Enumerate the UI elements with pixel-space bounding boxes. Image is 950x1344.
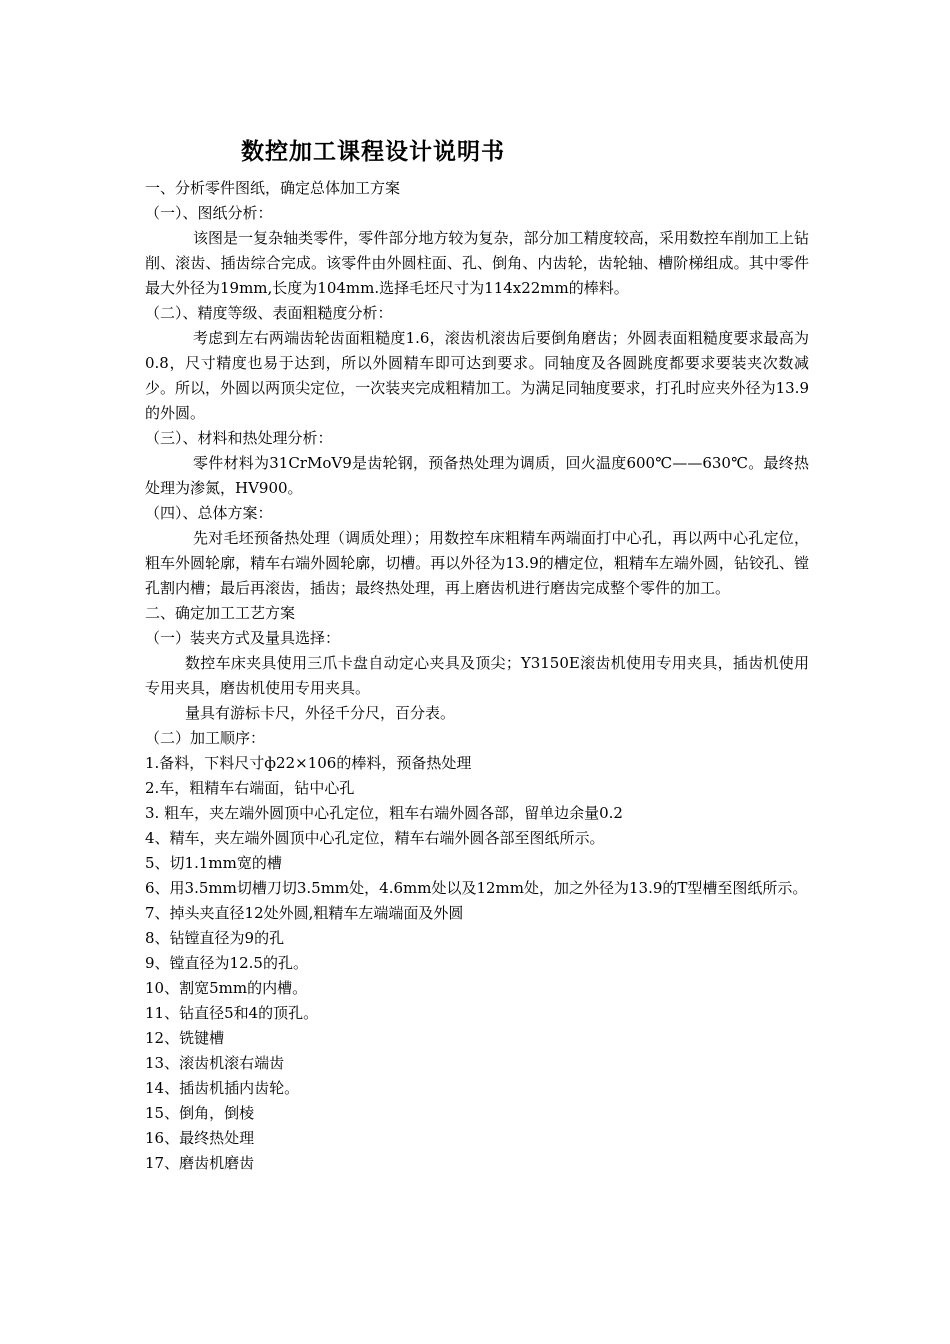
list-item: 10、割宽5mm的内槽。 [145,979,308,997]
document-title: 数控加工课程设计说明书 [241,139,505,165]
paragraph-material-analysis: 零件材料为31CrMoV9是齿轮钢，预备热处理为调质，回火温度600℃——630℃。最终热处理为渗氮，HV900。 [145,454,809,497]
list-item: 13、滚齿机滚右端齿 [145,1054,285,1072]
process-steps-list [145,751,809,1176]
paragraph-fixtures: 数控车床夹具使用三爪卡盘自动定心夹具及顶尖；Y3150E滚齿机使用专用夹具，插齿机使用专用夹具，磨齿机使用专用夹具。 [145,654,809,697]
list-item: 4、精车，夹左端外圆顶中心孔定位，精车右端外圆各部至图纸所示。 [145,829,605,847]
paragraph-gauges: 量具有游标卡尺，外径千分尺，百分表。 [185,704,456,722]
list-item: 9、镗直径为12.5的孔。 [145,954,308,972]
section-heading-1: 一、分析零件图纸，确定总体加工方案 [145,179,401,197]
list-item: 17、磨齿机磨齿 [145,1154,255,1172]
list-item: 1.备料，下料尺寸ф22×106的棒料，预备热处理 [145,754,472,772]
paragraph-drawing-analysis: 该图是一复杂轴类零件，零件部分地方较为复杂，部分加工精度较高，采用数控车削加工上钻削、滚齿、插齿综合完成。该零件由外圆柱面、孔、倒角、内齿轮，齿轮轴、槽阶梯组成。其中零件最大外径为19mm,长度为104mm.选择毛坯尺寸为114x22mm的棒料。 [145,229,809,297]
list-item: 15、倒角，倒棱 [145,1104,255,1122]
subsection-heading-2-1: （一）装夹方式及量具选择： [145,629,341,647]
list-item: 11、钻直径5和4的顶孔。 [145,1004,319,1022]
list-item: 8、钻镗直径为9的孔 [145,929,285,947]
subsection-heading-2-2: （二）加工顺序： [145,729,266,747]
list-item: 14、插齿机插内齿轮。 [145,1079,300,1097]
list-item: 16、最终热处理 [145,1129,255,1147]
paragraph-precision-analysis: 考虑到左右两端齿轮齿面粗糙度1.6，滚齿机滚齿后要倒角磨齿；外圆表面粗糙度要求最高为0.8，尺寸精度也易于达到，所以外圆精车即可达到要求。同轴度及各圆跳度都要求要装夹次数减少。所以，外圆以两顶尖定位，一次装夹完成粗精加工。为满足同轴度要求，打孔时应夹外径为13.9的外圆。 [145,329,809,422]
subsection-heading-1-3: （三）、材料和热处理分析： [145,429,333,447]
section-heading-2: 二、确定加工工艺方案 [145,604,296,622]
list-item: 5、切1.1mm宽的槽 [145,854,282,872]
subsection-heading-1-2: （二）、精度等级、表面粗糙度分析： [145,304,393,322]
paragraph-overall-plan: 先对毛坯预备热处理（调质处理）；用数控车床粗精车两端面打中心孔，再以两中心孔定位，粗车外圆轮廓，精车右端外圆轮廓，切槽。再以外径为13.9的槽定位，粗精车左端外圆，钻铰孔、镗孔割内槽；最后再滚齿，插齿；最终热处理，再上磨齿机进行磨齿完成整个零件的加工。 [145,529,809,597]
list-item: 2.车，粗精车右端面，钻中心孔 [145,779,355,797]
list-item: 7、掉头夹直径12处外圆,粗精车左端端面及外圆 [145,904,464,922]
subsection-heading-1-4: （四）、总体方案： [145,504,273,522]
list-item: 6、用3.5mm切槽刀切3.5mm处，4.6mm处以及12mm处，加之外径为13.9的T型槽至图纸所示。 [145,879,808,897]
list-item: 12、铣键槽 [145,1029,225,1047]
list-item: 3. 粗车，夹左端外圆顶中心孔定位，粗车右端外圆各部，留单边余量0.2 [145,804,623,822]
document-page [145,136,809,1176]
subsection-heading-1-1: （一）、图纸分析： [145,204,273,222]
